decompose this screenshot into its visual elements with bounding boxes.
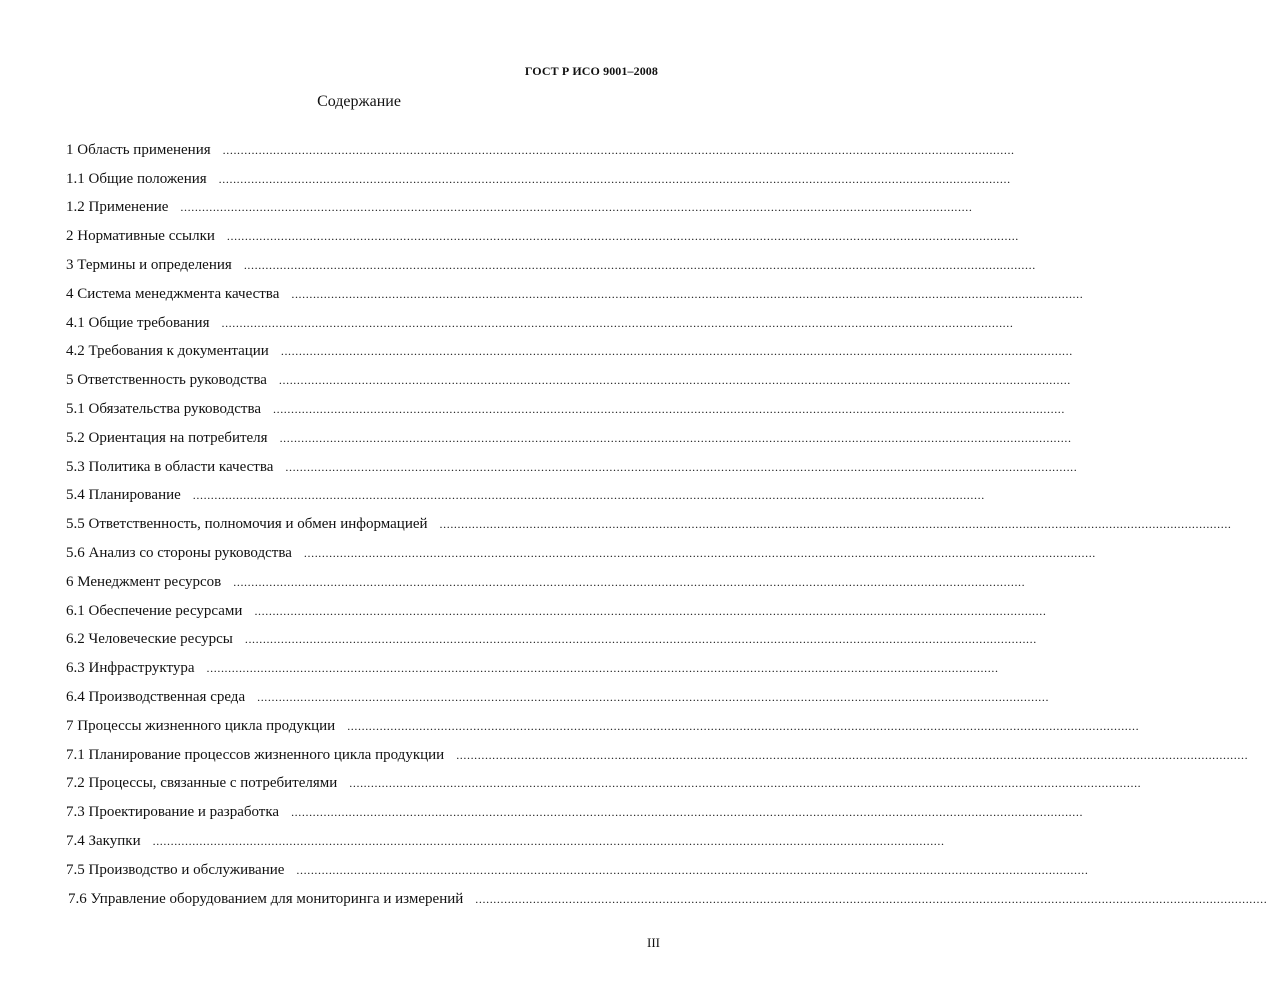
toc-entry-label: 4 Система менеджмента качества xyxy=(66,285,280,302)
dot-leader: ............................................................................................................................................................................................................................ xyxy=(254,603,1047,618)
toc-entry-label: 7 Процессы жизненного цикла продукции xyxy=(66,717,336,734)
dot-leader: ............................................................................................................................................................................................................................ xyxy=(279,430,1072,445)
toc-entry-label: 5.1 Обязательства руководства xyxy=(66,400,261,417)
toc-entry[interactable] xyxy=(66,159,1011,188)
dot-leader: ............................................................................................................................................................................................................................ xyxy=(206,661,999,676)
dot-leader: ............................................................................................................................................................................................................................ xyxy=(291,286,1084,301)
toc-entry[interactable] xyxy=(66,879,1267,908)
dot-leader: ............................................................................................................................................................................................................................ xyxy=(221,315,1014,330)
toc-entry-label: 6.2 Человеческие ресурсы xyxy=(66,631,233,648)
toc-entry-label: 5.6 Анализ со стороны руководства xyxy=(66,544,292,561)
dot-leader: ............................................................................................................................................................................................................................ xyxy=(278,373,1071,388)
dot-leader: ............................................................................................................................................................................................................................ xyxy=(226,229,1019,244)
toc-entry-label: 6.4 Производственная среда xyxy=(66,688,246,705)
toc-entry[interactable] xyxy=(66,792,1084,821)
toc-entry-label: 4.2 Требования к документации xyxy=(66,343,269,360)
toc-entry-label: 5.5 Ответственность, полномочия и обмен информацией xyxy=(66,516,428,533)
toc-entry-label: 4.1 Общие требования xyxy=(66,314,210,331)
dot-leader: ............................................................................................................................................................................................................................ xyxy=(257,689,1050,704)
toc-entry[interactable] xyxy=(66,562,1026,591)
toc-entry-label: 6 Менеджмент ресурсов xyxy=(66,573,222,590)
toc-entry[interactable] xyxy=(66,591,1047,620)
toc-entry-label: 2 Нормативные ссылки xyxy=(66,228,215,245)
toc-entry[interactable] xyxy=(66,274,1084,303)
toc-entry-label: 6.1 Обеспечение ресурсами xyxy=(66,602,243,619)
toc-entry[interactable] xyxy=(66,245,1036,274)
toc-entry-label: 7.1 Планирование процессов жизненного цикла продукции xyxy=(66,746,445,763)
toc-entry-label: 5.4 Планирование xyxy=(66,487,181,504)
toc-entry-label: 5 Ответственность руководства xyxy=(66,372,267,389)
dot-leader: ............................................................................................................................................................................................................................ xyxy=(222,142,1015,157)
toc-entry[interactable] xyxy=(66,648,999,677)
toc-title: Содержание xyxy=(317,93,401,110)
toc-entry[interactable] xyxy=(66,735,1249,764)
dot-leader: ............................................................................................................................................................................................................................ xyxy=(192,488,985,503)
table-of-contents xyxy=(66,130,1267,908)
toc-entry[interactable] xyxy=(66,476,985,505)
document-code-header: ГОСТ Р ИСО 9001–2008 xyxy=(524,64,658,78)
toc-entry-label: 5.2 Ориентация на потребителя xyxy=(66,429,268,446)
toc-entry-label: 7.3 Проектирование и разработка xyxy=(66,804,280,821)
dot-leader: ............................................................................................................................................................................................................................ xyxy=(244,632,1037,647)
dot-leader: ............................................................................................................................................................................................................................ xyxy=(303,545,1096,560)
dot-leader: ............................................................................................................................................................................................................................ xyxy=(456,747,1249,762)
dot-leader: ............................................................................................................................................................................................................................ xyxy=(233,574,1026,589)
toc-entry[interactable] xyxy=(66,360,1071,389)
dot-leader: ............................................................................................................................................................................................................................ xyxy=(349,776,1142,791)
dot-leader: ............................................................................................................................................................................................................................ xyxy=(296,862,1089,877)
dot-leader: ............................................................................................................................................................................................................................ xyxy=(280,344,1073,359)
toc-entry-label: 1 Область применения xyxy=(66,141,211,158)
dot-leader: ............................................................................................................................................................................................................................ xyxy=(273,401,1065,416)
toc-entry-label: 1.2 Применение xyxy=(66,199,169,216)
toc-entry[interactable] xyxy=(66,620,1037,649)
dot-leader: ............................................................................................................................................................................................................................ xyxy=(285,459,1078,474)
toc-entry-label: 5.3 Политика в области качества xyxy=(66,458,274,475)
dot-leader: ............................................................................................................................................................................................................................ xyxy=(152,833,945,848)
toc-entry-label: 7.2 Процессы, связанные с потребителями xyxy=(66,775,338,792)
toc-entry-label: 7.6 Управление оборудованием для мониторинга и измерений xyxy=(68,890,464,907)
toc-entry[interactable] xyxy=(66,850,1089,879)
dot-leader: ............................................................................................................................................................................................................................ xyxy=(291,805,1084,820)
toc-entry-label: 1.1 Общие положения xyxy=(66,170,207,187)
toc-entry[interactable] xyxy=(66,303,1014,332)
dot-leader: ............................................................................................................................................................................................................................ xyxy=(347,718,1140,733)
dot-leader: ............................................................................................................................................................................................................................ xyxy=(475,891,1267,906)
dot-leader: ............................................................................................................................................................................................................................ xyxy=(218,171,1011,186)
toc-entry[interactable] xyxy=(66,677,1050,706)
dot-leader: ............................................................................................................................................................................................................................ xyxy=(243,257,1036,272)
toc-entry[interactable] xyxy=(66,764,1142,793)
toc-entry[interactable] xyxy=(66,504,1232,533)
toc-entry-label: 6.3 Инфраструктура xyxy=(66,660,195,677)
dot-leader: ............................................................................................................................................................................................................................ xyxy=(439,517,1232,532)
dot-leader: ............................................................................................................................................................................................................................ xyxy=(180,200,973,215)
toc-entry[interactable] xyxy=(66,332,1073,361)
toc-entry[interactable] xyxy=(66,821,945,850)
toc-entry[interactable] xyxy=(66,389,1065,418)
toc-entry[interactable] xyxy=(66,418,1072,447)
toc-entry[interactable] xyxy=(66,216,1019,245)
toc-entry-label: 3 Термины и определения xyxy=(66,256,232,273)
toc-entry[interactable] xyxy=(66,188,973,217)
toc-entry[interactable] xyxy=(66,130,1015,159)
toc-entry-label: 7.5 Производство и обслуживание xyxy=(66,861,285,878)
toc-entry[interactable] xyxy=(66,447,1078,476)
toc-entry[interactable] xyxy=(66,706,1140,735)
page-number: III xyxy=(647,935,660,950)
toc-entry-label: 7.4 Закупки xyxy=(66,832,141,849)
toc-entry[interactable] xyxy=(66,533,1096,562)
